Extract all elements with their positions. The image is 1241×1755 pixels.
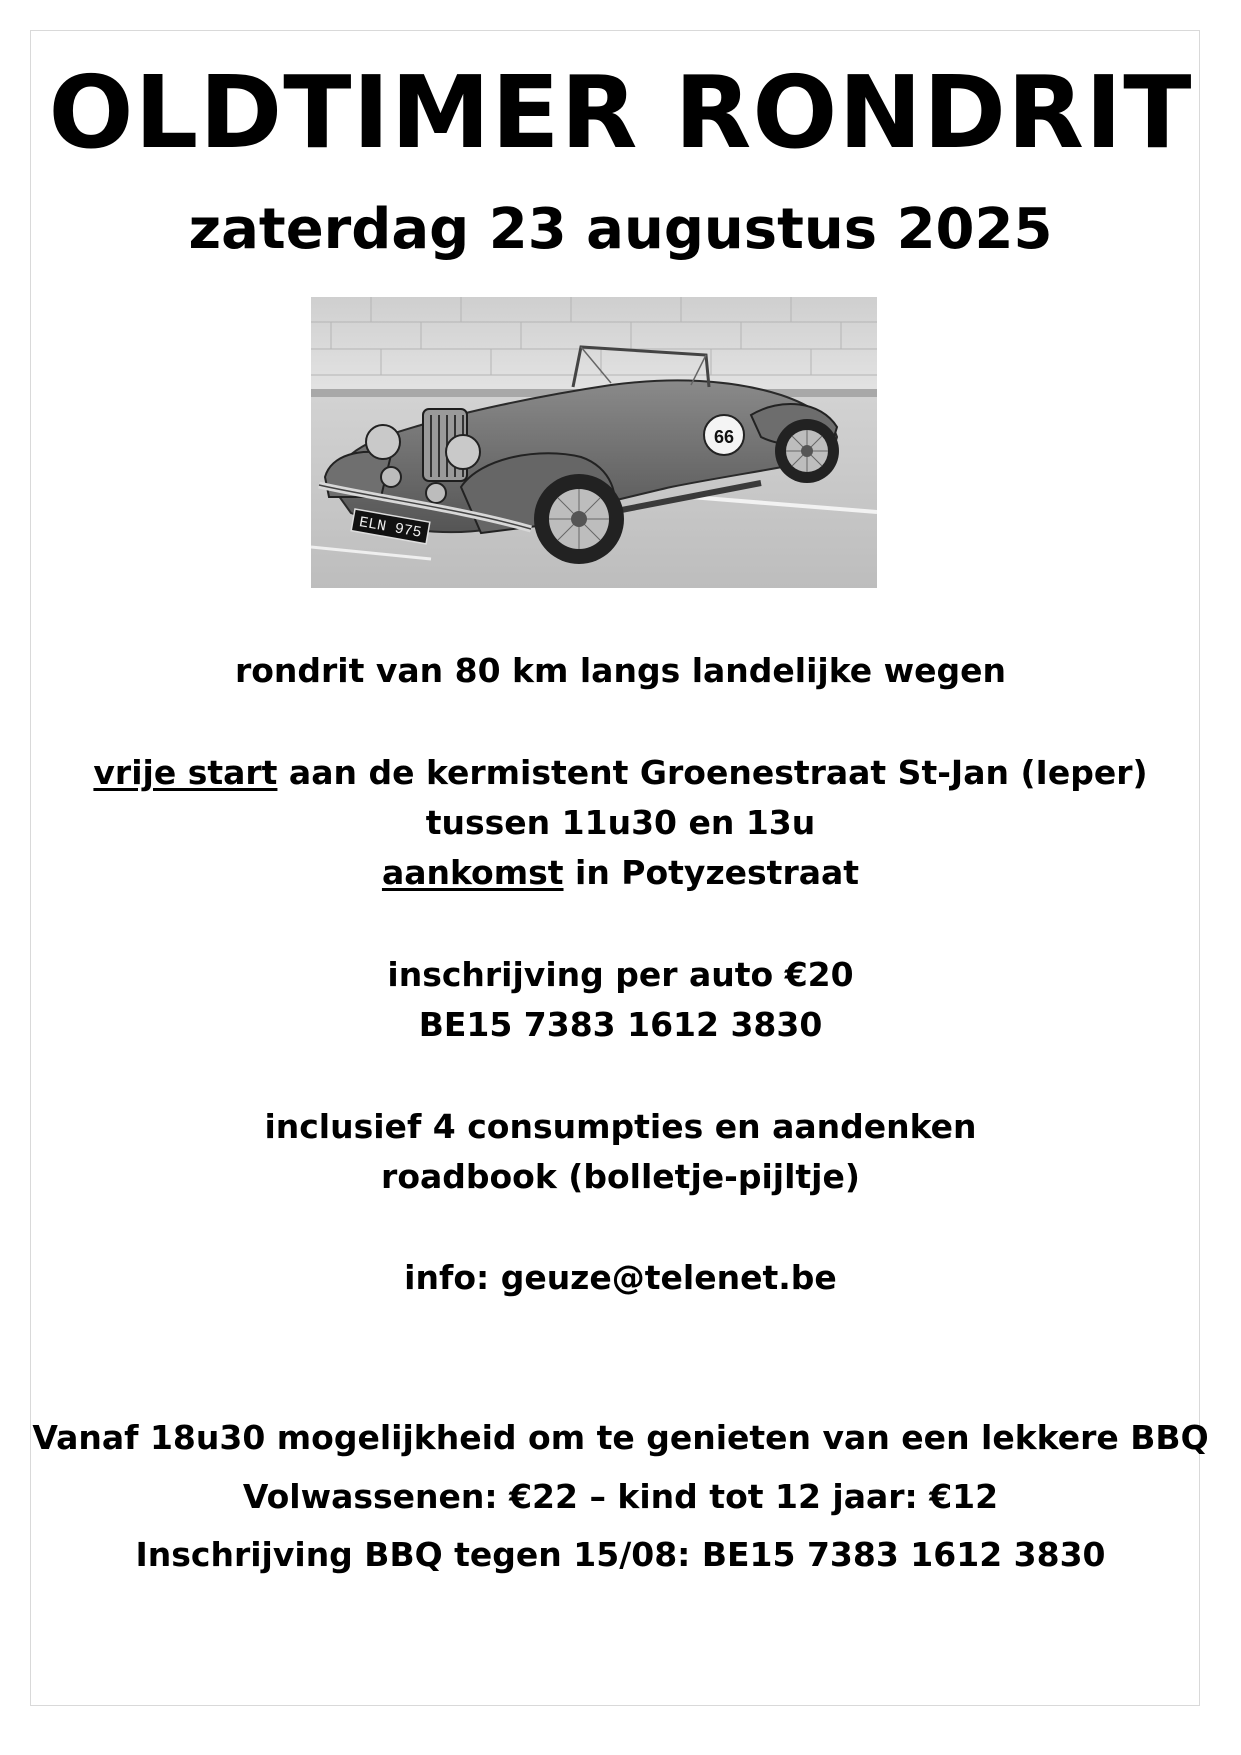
bank-account: BE15 7383 1612 3830 — [418, 1005, 823, 1044]
arrival-label: aankomst — [381, 853, 564, 892]
oldtimer-car-photo — [311, 297, 877, 588]
arrival-location-text: in Potyzestraat — [563, 853, 860, 892]
poster-title: OLDTIMER RONDRIT — [48, 54, 1193, 171]
license-plate: ELN 975 — [357, 514, 423, 542]
bbq-intro: Vanaf 18u30 mogelijkheid om te genieten van een lekkere BBQ — [32, 1418, 1209, 1457]
bbq-registration: Inschrijving BBQ tegen 15/08: BE15 7383 1612 3830 — [135, 1535, 1106, 1574]
bbq-prices: Volwassenen: €22 – kind tot 12 jaar: €12 — [242, 1477, 999, 1516]
start-label: vrije start — [93, 753, 278, 792]
arrival-location — [0, 853, 1241, 893]
contact-info: info: geuze@telenet.be — [404, 1258, 837, 1297]
inclusions: inclusief 4 consumpties en aandenken — [264, 1107, 977, 1146]
rally-number: 66 — [713, 427, 735, 447]
roadbook-info: roadbook (bolletje-pijltje) — [381, 1157, 860, 1196]
start-time: tussen 11u30 en 13u — [425, 803, 816, 842]
start-location-text: aan de kermistent Groenestraat St-Jan (Ieper) — [277, 753, 1148, 792]
start-location — [0, 753, 1241, 793]
event-date: zaterdag 23 augustus 2025 — [188, 197, 1053, 262]
registration-fee: inschrijving per auto €20 — [387, 955, 854, 994]
route-description: rondrit van 80 km langs landelijke wegen — [234, 651, 1007, 690]
